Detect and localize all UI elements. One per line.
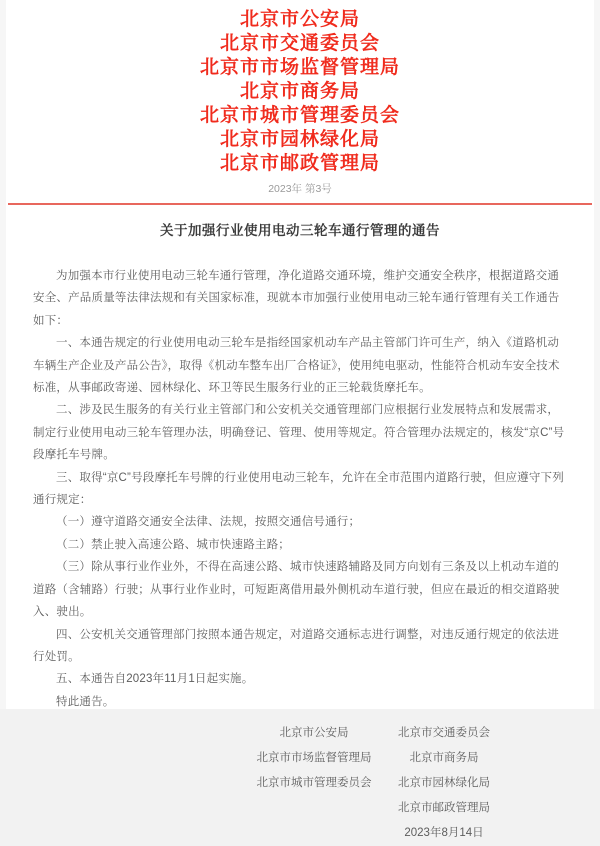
signature-agency: 北京市市场监督管理局 [256, 752, 372, 765]
signature-agency: 北京市交通委员会 [398, 727, 490, 740]
signature-agency: 北京市商务局 [409, 752, 479, 765]
agency-name: 北京市园林绿化局 [219, 129, 380, 150]
signature-agency: 北京市园林绿化局 [398, 777, 490, 790]
signature-agency: 北京市邮政管理局 [398, 802, 490, 815]
notice-paragraph-item-1: 一、本通告规定的行业使用电动三轮车是指经国家机动车产品主管部门许可生产，纳入《道路机动车辆生产企业及产品公告》，取得《机动车整车出厂合格证》，使用纯电驱动，性能符合机动车安全技术标准，从事邮政寄递、园林绿化、环卫等民生服务行业的正三轮载货摩托车。 [33, 337, 560, 395]
notice-paragraph-item-4: 四、公安机关交通管理部门按照本通告规定，对道路交通标志进行调整，对违反通行规定的依法进行处罚。 [33, 628, 560, 663]
notice-paragraph-item-3-sub-1: （一）遵守道路交通安全法律、法规，按照交通信号通行； [56, 516, 361, 529]
signature-agency [239, 796, 389, 821]
agency-name: 北京市公安局 [239, 9, 360, 30]
signature-agency [239, 821, 389, 846]
notice-paragraph-item-2: 二、涉及民生服务的有关行业主管部门和公安机关交通管理部门应根据行业发展特点和发展需求，制定行业使用电动三轮车管理办法，明确登记、管理、使用等规定。符合管理办法规定的，核发“京C”号段摩托车号牌。 [33, 404, 565, 462]
notice-body [33, 265, 567, 713]
notice-paragraph-intro: 为加强本市行业使用电动三轮车通行管理，净化道路交通环境，维护交通安全秩序，根据道路交通安全、产品质量等法律法规和有关国家标准，现就本市加强行业使用电动三轮车通行管理有关工作通告如下： [33, 270, 560, 327]
agency-name: 北京市市场监督管理局 [199, 57, 400, 78]
signature-block [6, 721, 594, 846]
signature-row [6, 721, 499, 746]
signature-row [6, 821, 499, 846]
signature-row [6, 771, 499, 796]
agency-name: 北京市商务局 [239, 81, 360, 102]
notice-paragraph-item-3-sub-3: （三）除从事行业作业外，不得在高速公路、城市快速路辅路及同方向划有三条及以上机动车道的道路（含辅路）行驶；从事行业作业时，可短距离借用最外侧机动车道行驶，但应在最近的相交道路驶入、驶出。 [33, 561, 560, 619]
signature-agency: 北京市公安局 [279, 727, 349, 740]
notice-paragraph-item-5: 五、本通告自2023年11月1日起实施。 [56, 673, 254, 686]
notice-paragraph-closing: 特此通告。 [56, 695, 115, 708]
agency-name: 北京市邮政管理局 [219, 153, 380, 174]
notice-paragraph-item-3-sub-2: （二）禁止驶入高速公路、城市快速路主路； [56, 538, 290, 551]
signature-row [6, 746, 499, 771]
signature-row [6, 796, 499, 821]
document-number: 2023年 第3号 [268, 183, 332, 195]
red-divider-line [8, 203, 592, 205]
notice-title: 关于加强行业使用电动三轮车通行管理的通告 [160, 223, 440, 238]
signature-agency: 北京市城市管理委员会 [256, 777, 372, 790]
issuing-agencies-header [6, 0, 594, 176]
signature-date: 2023年8月14日 [404, 827, 484, 840]
agency-name: 北京市城市管理委员会 [199, 105, 400, 126]
notice-paragraph-item-3: 三、取得“京C”号段摩托车号牌的行业使用电动三轮车，允许在全市范围内道路行驶，但应遵守下列通行规定： [33, 471, 564, 507]
agency-name: 北京市交通委员会 [219, 33, 380, 54]
